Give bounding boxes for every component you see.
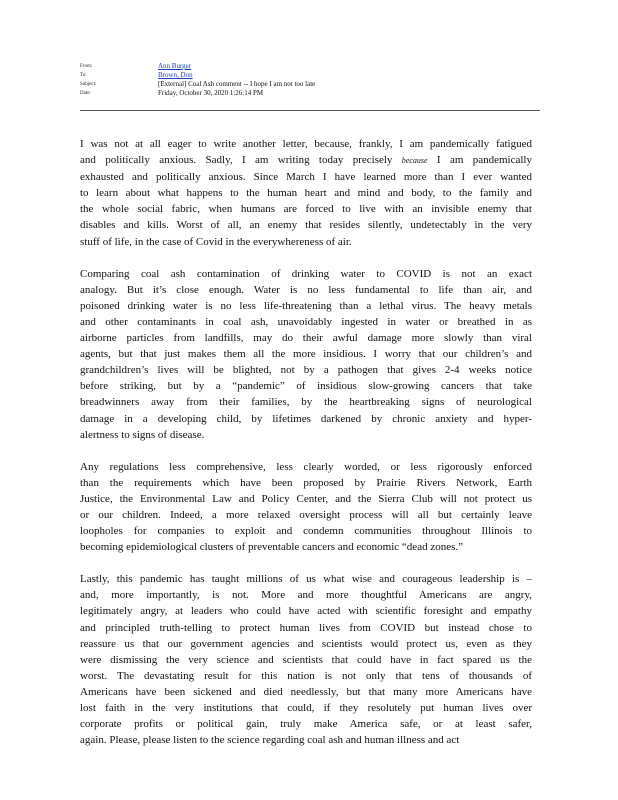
text-line: alertness to signs of disease. (80, 428, 205, 441)
from-sender-link[interactable]: Ann Burger (158, 62, 192, 70)
text-line: and other contaminants in coal ash, unavoidably ingested in water or breathed in as (80, 315, 532, 328)
text-line: before striking, but by a “pandemic” of insidious slow-growing cancers that take (80, 380, 532, 393)
text-line: and principled truth-telling to protect human lives from COVID but instead chose to (80, 621, 532, 634)
text-line: Justice, the Environmental Law and Policy Center, and the Sierra Club will not protect us (80, 492, 532, 505)
text-line: I was not at all eager to write another letter, because, frankly, I am pandemically fatigued (80, 138, 532, 150)
text-line: Lastly, this pandemic has taught millions of us what wise and courageous leadership is – (80, 573, 532, 586)
text-line: poisoned drinking water is no less life-threatening than a lethal virus. The heavy metals (80, 299, 532, 312)
date-label: Date: (80, 91, 91, 96)
subject-row (80, 80, 540, 89)
text-line: loopholes for companies to exploit and condemn communities throughout Illinois to (80, 525, 532, 538)
text-line: worst. The devastating result for this nation is not only that tens of thousands of (80, 669, 532, 682)
date-row (80, 89, 540, 98)
letter-paragraph (80, 459, 532, 556)
text-line: corporate profits or political gain, truly make America safe, or at least safer, (80, 718, 532, 731)
text-line: again. Please, please listen to the science regarding coal ash and human illness and act (80, 734, 460, 747)
email-header (80, 62, 540, 98)
text-line: Comparing coal ash contamination of drinking water to COVID is not an exact (80, 267, 532, 280)
text-line: legitimately angry, at leaders who could have acted with scientific foresight and empathy (80, 605, 532, 618)
text-line: than the requirements which have been proposed by Prairie Rivers Network, Earth (80, 476, 532, 489)
text-line: Americans have been sickened and died needlessly, but that many more Americans have (80, 685, 532, 698)
text-line: or our children. Indeed, a more relaxed oversight process will all but certainly leave (80, 508, 532, 521)
text-line: grandchildren’s lives will be blighted, not by a pathogen that gives 2-4 weeks notice (80, 364, 532, 377)
letter-body (80, 136, 532, 764)
text-line: becoming epidemiological clusters of preventable cancers and economic “dead zones.” (80, 541, 464, 554)
from-label: From: (80, 64, 93, 69)
subject-label: Subject: (80, 82, 97, 87)
to-recipient-link[interactable]: Brown, Don (158, 71, 193, 79)
from-row (80, 62, 540, 71)
subject-value: [External] Coal Ash comment -- I hope I am not too late (158, 80, 316, 88)
to-row (80, 71, 540, 80)
letter-paragraph (80, 266, 532, 443)
text-line: were dismissing the very science and scientists that could have in fact spared us the (80, 653, 532, 666)
text-line: exhausted and politically anxious. Since March I have learned more than I ever wanted (80, 171, 532, 184)
to-label: To: (80, 73, 87, 78)
text-line: analogy. But it’s close enough. Water is no less fundamental to life than air, and (80, 283, 532, 296)
text-line: breadwinners away from their families, by the heartbreaking signs of neurological (80, 396, 532, 409)
text-line: and politically anxious. Sadly, I am writing today precisely because I am pandemically (80, 154, 532, 167)
date-value: Friday, October 30, 2020 1:26:14 PM (158, 89, 264, 97)
italic-emphasis: because (401, 156, 428, 166)
text-line: airborne particles from landfills, may do their awful damage more slowly than viral (80, 332, 532, 345)
text-line: stuff of life, in the case of Covid in the everywhereness of air. (80, 235, 352, 248)
text-line: and, more importantly, is not. More and more thoughtful Americans are angry, (80, 589, 532, 602)
text-line: to learn about what happens to the human heart and mind and body, to the family and (80, 187, 532, 200)
header-divider (80, 110, 540, 111)
text-line: agents, but that just makes them all the more insidious. I worry that our children’s and (80, 348, 532, 361)
text-line: disables and kills. Worst of all, an enemy that resides silently, undetectably in the very (80, 219, 532, 232)
text-line: the whole social fabric, when humans are forced to live with an invisible enemy that (80, 203, 532, 216)
text-line: reassure us that our government agencies and scientists would protect us, even as they (80, 637, 532, 650)
letter-paragraph (80, 571, 532, 748)
text-line: lost faith in the very institutions that could, if they resolutely put human lives over (80, 702, 532, 714)
text-line: damage in a developing child, by lifetimes darkened by chronic anxiety and hyper- (80, 412, 532, 425)
text-line: Any regulations less comprehensive, less clearly worded, or less rigorously enforced (80, 460, 532, 473)
letter-paragraph (80, 136, 532, 250)
